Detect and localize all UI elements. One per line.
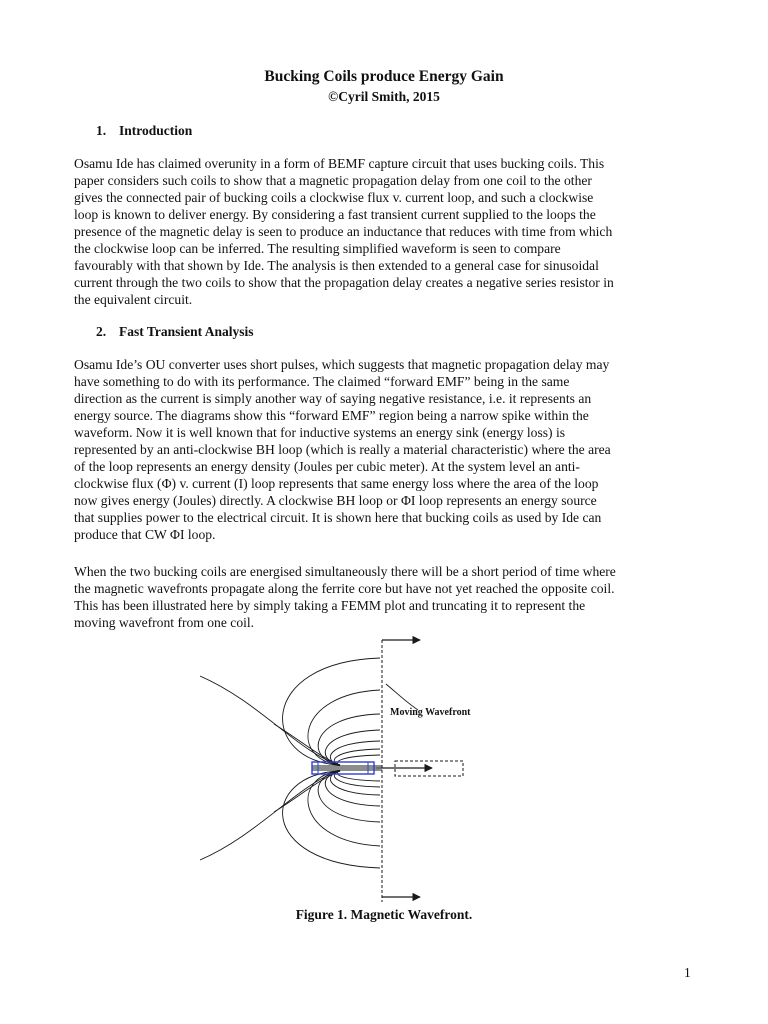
fast-transient-paragraph-1 xyxy=(74,356,696,543)
text-line: direction as the current is simply another way of saying negative resistance, i.e. it represents an xyxy=(74,391,592,406)
text-line: favourably with that shown by Ide. The analysis is then extended to a general case for sinusoidal xyxy=(74,258,599,273)
document-title: Bucking Coils produce Energy Gain xyxy=(264,68,504,85)
text-line: When the two bucking coils are energised simultaneously there will be a short period of time where xyxy=(74,564,616,579)
text-line: now gives energy (Joules) directly. A clockwise BH loop or ΦI loop represents an energy source xyxy=(74,493,597,508)
introduction-paragraph xyxy=(74,155,696,308)
fast-transient-paragraph-2 xyxy=(74,563,696,631)
section-title: Introduction xyxy=(119,123,193,138)
text-line: loop is known to deliver energy. By considering a fast transient current supplied to the loops the xyxy=(74,207,596,222)
field-line-loop-upper-3 xyxy=(325,730,380,765)
field-line-outer-upper xyxy=(283,658,380,765)
text-line: the magnetic wavefronts propagate along the ferrite core but have not yet reached the opposite coil. xyxy=(74,581,615,596)
section-heading-fast-transient-analysis xyxy=(96,323,254,340)
field-plot-diagram xyxy=(200,632,500,904)
text-line: This has been illustrated here by simply taking a FEMM plot and truncating it to represent the xyxy=(74,598,586,613)
text-line: the clockwise loop can be inferred. The resulting simplified waveform is seen to compare xyxy=(74,241,561,256)
moving-wavefront-label: Moving Wavefront xyxy=(390,707,471,718)
text-line: Osamu Ide has claimed overunity in a form of BEMF capture circuit that uses bucking coils. This xyxy=(74,156,605,171)
section-number: 2. xyxy=(96,324,107,339)
text-line: energy source. The diagrams show this “forward EMF” region being a narrow spike within the xyxy=(74,408,589,423)
text-line: that supplies power to the electrical circuit. It is shown here that bucking coils as used by Ide can xyxy=(74,510,602,525)
text-line: clockwise flux (Φ) v. current (I) loop represents that same energy loss where the area of the loop xyxy=(74,476,599,491)
field-line-far-mid-lower xyxy=(274,771,340,812)
author-line: ©Cyril Smith, 2015 xyxy=(328,89,440,104)
text-line: of the loop represents an energy density (Joules per cubic meter). At the system level an anti- xyxy=(74,459,580,474)
text-line: paper considers such coils to show that a magnetic propagation delay from one coil to the other xyxy=(74,173,592,188)
field-line-far-mid-upper xyxy=(274,724,340,765)
text-line: the equivalent circuit. xyxy=(74,292,193,307)
text-line: gives the connected pair of bucking coils a clockwise flux v. current loop, and such a clockwise xyxy=(74,190,594,205)
page-number: 1 xyxy=(684,965,691,980)
text-line: Osamu Ide’s OU converter uses short pulses, which suggests that magnetic propagation delay may xyxy=(74,357,610,372)
text-line: waveform. Now it is well known that for inductive systems an energy sink (energy loss) is xyxy=(74,425,566,440)
text-line: represented by an anti-clockwise BH loop (which is really a material characteristic) where the area xyxy=(74,442,611,457)
field-line-outer-lower xyxy=(283,771,380,868)
text-line: presence of the magnetic delay is seen to produce an inductance that reduces with time from which xyxy=(74,224,613,239)
section-title: Fast Transient Analysis xyxy=(119,324,254,339)
text-line: have something to do with its performance. The claimed “forward EMF” being in the same xyxy=(74,374,570,389)
text-line: current through the two coils to show that the propagation delay creates a negative series resistor in xyxy=(74,275,614,290)
text-line: moving wavefront from one coil. xyxy=(74,615,255,630)
section-heading-introduction xyxy=(96,122,192,139)
magnetic-wavefront-figure xyxy=(200,632,500,904)
figure-caption: Figure 1. Magnetic Wavefront. xyxy=(295,907,473,922)
section-number: 1. xyxy=(96,123,107,138)
field-line-loop-lower-3 xyxy=(325,771,380,806)
text-line: produce that CW ΦI loop. xyxy=(74,527,216,542)
field-lines xyxy=(200,658,382,868)
